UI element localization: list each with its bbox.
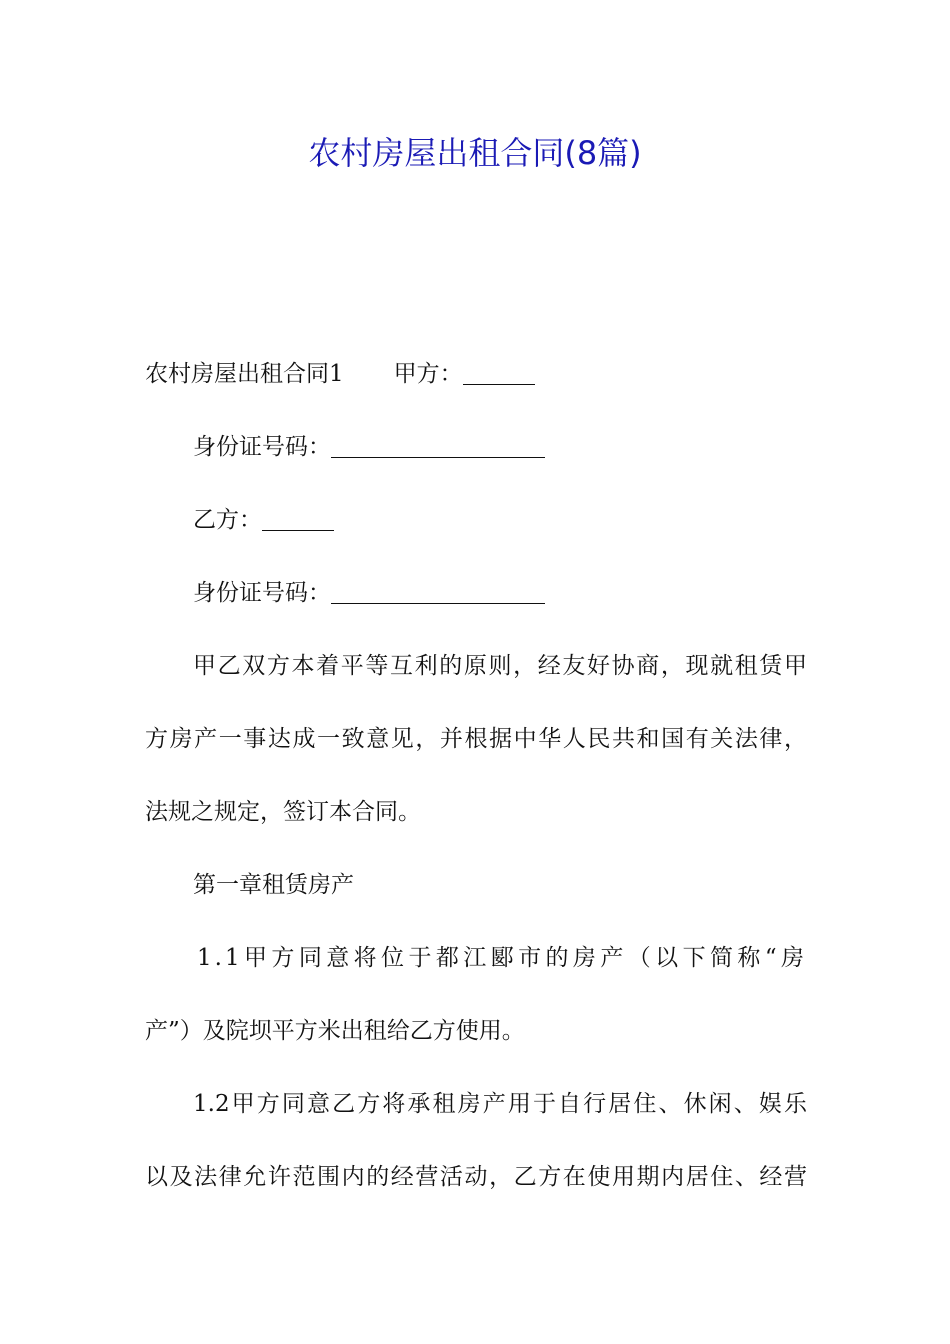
clause-line: 以及法律允许范围内的经营活动，乙方在使用期内居住、经营 xyxy=(145,1164,807,1190)
party-a-label: 甲方： xyxy=(393,361,463,387)
paragraph-line: 甲乙双方本着平等互利的原则，经友好协商，现就租赁甲 xyxy=(193,653,807,679)
contract-heading: 农村房屋出租合同1 xyxy=(145,361,344,387)
party-a-id-label: 身份证号码： xyxy=(193,434,331,460)
party-b-id-blank xyxy=(331,602,545,604)
document-title: 农村房屋出租合同(8篇) xyxy=(308,134,642,172)
party-b-id-label: 身份证号码： xyxy=(193,580,331,606)
clause-line: 1.2甲方同意乙方将承租房产用于自行居住、休闲、娱乐 xyxy=(193,1091,807,1117)
document-body xyxy=(145,338,807,1214)
paragraph-line: 法规之规定，签订本合同。 xyxy=(145,799,421,825)
clause-line: 1.1甲方同意将位于都江郾市的房产（以下简称“房 xyxy=(197,945,807,971)
chapter-heading: 第一章租赁房产 xyxy=(193,872,354,898)
party-a-id-line xyxy=(145,411,807,484)
contract-heading-line xyxy=(145,338,807,411)
paragraph-line: 方房产一事达成一致意见，并根据中华人民共和国有关法律， xyxy=(145,726,807,752)
party-b-blank xyxy=(262,529,334,531)
party-a-blank xyxy=(463,383,535,385)
party-b-id-line xyxy=(145,557,807,630)
party-a-id-blank xyxy=(331,456,545,458)
clause-line: 产”）及院坝平方米出租给乙方使用。 xyxy=(145,1018,525,1044)
party-b-label: 乙方： xyxy=(193,507,262,533)
party-b-line xyxy=(145,484,807,557)
